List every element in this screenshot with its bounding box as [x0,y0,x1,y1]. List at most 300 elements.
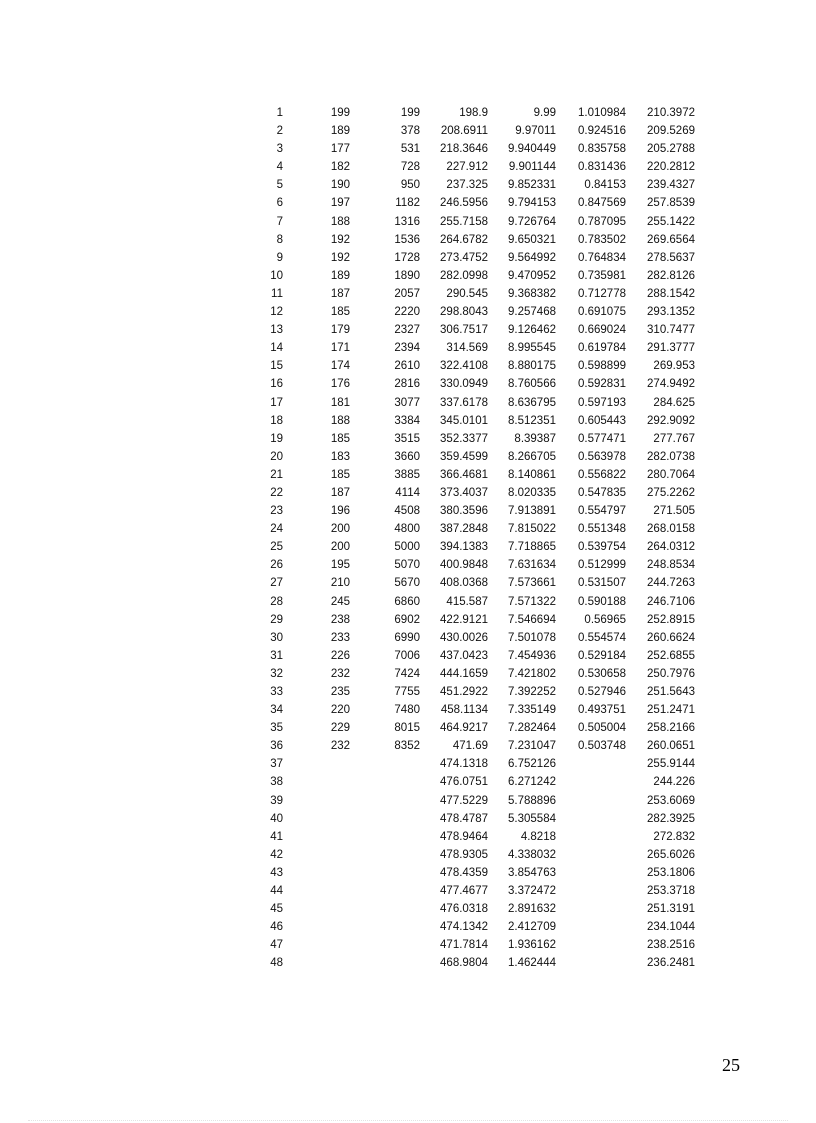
table-cell: 314.569 [446,342,488,355]
table-cell: 2327 [394,324,420,337]
table-cell: 0.847569 [578,197,626,210]
table-cell: 187 [330,486,350,499]
table-cell: 4508 [394,505,420,518]
table-cell: 9.564992 [508,251,556,264]
table-cell: 0.503748 [578,740,626,753]
table-cell [350,918,420,936]
table-cell: 3885 [394,468,420,481]
table-cell: 11 [271,287,283,300]
table-cell: 46 [270,921,283,934]
table-cell: 5000 [394,541,420,554]
table-cell: 237.325 [446,179,488,192]
table-cell: 4800 [394,523,420,536]
table-cell: 181 [330,396,350,409]
table-row [255,194,695,212]
table-cell: 208.6911 [440,125,488,138]
table-cell: 220 [330,704,350,717]
table-cell: 4.338032 [508,848,556,861]
table-cell: 478.9464 [440,830,488,843]
table-cell: 306.7517 [440,324,488,337]
table-row [255,140,695,158]
table-cell: 1182 [395,197,420,210]
table-cell: 4 [276,161,283,174]
table-cell: 3660 [394,450,420,463]
table-cell: 195 [330,559,350,572]
table-cell [283,792,350,810]
table-cell: 7.718865 [508,541,556,554]
table-row [255,719,695,737]
table-cell: 0.735981 [578,269,626,282]
table-cell: 200 [330,541,350,554]
table-cell: 2394 [394,342,420,355]
table-cell: 16 [270,378,283,391]
table-cell: 238 [330,613,350,626]
table-cell: 474.1318 [440,758,488,771]
table-row [255,267,695,285]
table-cell: 0.924516 [578,125,626,138]
table-cell: 32 [270,667,283,680]
table-cell: 188 [330,215,350,228]
table-row [255,466,695,484]
table-row [255,900,695,918]
table-cell: 250.7976 [647,667,695,680]
table-cell: 199 [330,107,350,119]
table-cell: 200 [330,523,350,536]
table-cell: 5.305584 [508,812,556,825]
table-cell: 253.1806 [647,866,695,879]
table-cell: 728 [400,161,420,174]
table-cell: 37 [270,758,283,771]
table-cell: 7.631634 [508,559,556,572]
table-cell: 0.539754 [578,541,626,554]
table-cell: 330.0949 [440,378,488,391]
table-row [255,864,695,882]
table-cell: 4114 [395,486,420,499]
table-cell [283,846,350,864]
table-cell: 1728 [394,251,420,264]
table-cell: 269.6564 [647,233,695,246]
table-cell: 48 [270,957,283,970]
table-cell: 8.266705 [508,450,556,463]
table-cell: 9.726764 [508,215,556,228]
table-cell: 226 [330,649,350,662]
table-cell: 0.554797 [578,505,626,518]
table-cell: 187 [330,287,350,300]
table-cell: 12 [270,306,283,319]
table-row [255,629,695,647]
table-cell: 45 [270,903,283,916]
table-cell: 220.2812 [647,161,695,174]
table-cell: 39 [270,794,283,807]
table-cell: 7480 [394,704,420,717]
table-cell [283,918,350,936]
table-cell: 8.760566 [508,378,556,391]
table-cell: 7.421802 [508,667,556,680]
table-cell: 188 [330,414,350,427]
table-cell [556,828,626,846]
table-cell: 282.3925 [647,812,695,825]
table-cell: 437.0423 [440,649,488,662]
table-cell: 293.1352 [647,306,695,319]
table-cell [283,864,350,882]
table-cell: 15 [270,360,283,373]
table-cell: 9.99 [533,107,556,119]
table-cell: 272.832 [653,830,695,843]
table-cell: 2.412709 [508,921,556,934]
table-cell [350,954,420,972]
table-row [255,828,695,846]
table-row [255,538,695,556]
table-cell: 264.0312 [647,541,695,554]
table-cell: 35 [270,722,283,735]
table-cell: 177 [330,143,350,156]
table-row [255,792,695,810]
table-cell: 0.551348 [578,523,626,536]
table-cell: 238.2516 [647,939,695,952]
table-row [255,158,695,176]
table-cell: 275.2262 [647,486,695,499]
table-cell: 0.554574 [578,631,626,644]
table-cell: 394.1383 [440,541,488,554]
table-cell: 22 [270,486,283,499]
table-cell: 42 [270,848,283,861]
table-cell: 1.010984 [578,107,626,119]
table-cell: 9.794153 [508,197,556,210]
table-cell: 255.7158 [440,215,488,228]
table-cell: 232 [330,740,350,753]
table-cell: 1.936162 [508,939,556,952]
table-row [255,213,695,231]
table-cell: 3384 [394,414,420,427]
table-cell: 337.6178 [440,396,488,409]
table-cell: 0.619784 [578,342,626,355]
table-cell: 7.571322 [508,595,556,608]
table-cell: 239.4327 [647,179,695,192]
table-cell: 8.880175 [508,360,556,373]
table-cell: 290.545 [446,287,488,300]
table-cell: 0.577471 [578,432,626,445]
table-cell: 189 [330,269,350,282]
table-cell: 7.282464 [508,722,556,735]
table-cell: 20 [270,450,283,463]
table-row [255,448,695,466]
table-cell: 197 [330,197,350,210]
table-cell: 189 [330,125,350,138]
table-cell: 7755 [394,686,420,698]
table-cell: 0.505004 [578,722,626,735]
table-cell: 1890 [394,269,420,282]
table-row [255,339,695,357]
table-cell: 185 [330,468,350,481]
table-row [255,593,695,611]
table-cell: 9.901144 [508,161,556,174]
table-cell: 310.7477 [647,324,695,337]
table-cell: 43 [270,866,283,879]
table-cell [283,882,350,900]
table-cell: 234.1044 [647,921,695,934]
table-cell: 282.0738 [647,450,695,463]
table-cell: 408.0368 [440,577,488,590]
table-cell [350,900,420,918]
table-cell: 248.8534 [647,559,695,572]
table-cell: 13 [270,324,283,337]
table-row [255,556,695,574]
table-cell: 2610 [394,360,420,373]
table-cell: 255.9144 [647,758,695,771]
table-cell: 478.9305 [440,848,488,861]
table-cell: 3.854763 [508,866,556,879]
table-cell: 205.2788 [647,143,695,156]
table-cell [350,846,420,864]
table-cell: 190 [330,179,350,192]
table-cell: 0.783502 [578,233,626,246]
table-cell: 8.636795 [508,396,556,409]
table-cell: 6990 [394,631,420,644]
table-row [255,357,695,375]
table-cell: 245 [330,595,350,608]
table-cell: 179 [330,324,350,337]
table-cell: 451.2922 [440,686,488,698]
table-cell: 210 [330,577,350,590]
table-cell: 7.546694 [508,613,556,626]
table-cell: 0.598899 [578,360,626,373]
table-cell: 14 [270,342,283,355]
table-cell: 1 [276,107,283,119]
table-cell: 0.691075 [578,306,626,319]
table-cell: 471.69 [452,740,488,753]
table-cell: 274.9492 [647,378,695,391]
table-cell: 0.563978 [578,450,626,463]
table-cell: 0.530658 [578,667,626,680]
table-cell: 9.470952 [508,269,556,282]
table-cell: 6860 [394,595,420,608]
table-cell: 251.2471 [647,704,695,717]
table-cell [283,755,350,773]
table-cell: 478.4359 [440,866,488,879]
table-cell: 198.9 [459,107,488,119]
table-cell: 2.891632 [508,903,556,916]
table-cell: 17 [270,396,283,409]
table-cell: 4.8218 [520,830,556,843]
table-cell: 0.831436 [578,161,626,174]
table-cell: 210.3972 [647,107,695,119]
table-cell: 40 [270,812,283,825]
table-row [255,683,695,701]
table-cell: 0.556822 [578,468,626,481]
table-row [255,574,695,592]
page-bottom-rule [28,1120,788,1121]
table-cell: 182 [330,161,350,174]
table-cell: 260.6624 [647,631,695,644]
table-cell: 23 [270,505,283,518]
table-cell: 183 [330,450,350,463]
table-cell [556,810,626,828]
table-cell: 171 [330,342,350,355]
table-cell: 251.5643 [647,686,695,698]
table-cell: 8.512351 [508,414,556,427]
table-row [255,611,695,629]
table-cell: 0.527946 [578,686,626,698]
table-cell: 3.372472 [508,885,556,898]
table-cell: 7.501078 [508,631,556,644]
table-row [255,701,695,719]
table-cell: 282.0998 [440,269,488,282]
table-row [255,755,695,773]
table-row [255,285,695,303]
table-cell: 26 [270,559,283,572]
table-row [255,176,695,194]
table-cell: 255.1422 [647,215,695,228]
table-cell: 8015 [394,722,420,735]
table-row [255,846,695,864]
table-cell [350,936,420,954]
table-cell: 474.1342 [440,921,488,934]
table-cell: 30 [270,631,283,644]
table-cell: 458.1134 [440,704,488,717]
table-cell: 415.587 [446,595,488,608]
table-cell: 288.1542 [647,287,695,300]
table-cell: 0.84153 [584,179,626,192]
table-cell: 257.8539 [647,197,695,210]
table-cell: 468.9804 [440,957,488,970]
table-cell: 5 [276,179,283,192]
table-cell [556,864,626,882]
table-cell: 284.625 [653,396,695,409]
table-row [255,484,695,502]
table-cell: 252.6855 [647,649,695,662]
table-cell [283,900,350,918]
table-cell: 0.590188 [578,595,626,608]
table-row [255,104,695,122]
table-cell: 253.3718 [647,885,695,898]
table-cell: 229 [330,722,350,735]
table-cell: 422.9121 [440,613,488,626]
table-cell: 7.392252 [508,686,556,698]
table-cell: 292.9092 [647,414,695,427]
table-cell: 196 [330,505,350,518]
table-cell: 264.6782 [440,233,488,246]
table-cell: 0.547835 [578,486,626,499]
table-cell: 9.852331 [508,179,556,192]
table-cell: 277.767 [653,432,695,445]
table-cell [283,954,350,972]
table-cell: 9.97011 [515,125,556,138]
table-cell: 378 [400,125,420,138]
table-cell [350,828,420,846]
table-cell: 174 [330,360,350,373]
table-cell: 176 [330,378,350,391]
table-cell [283,773,350,791]
table-cell: 47 [270,939,283,952]
table-cell: 246.7106 [647,595,695,608]
table-cell: 478.4787 [440,812,488,825]
table-cell: 400.9848 [440,559,488,572]
table-cell: 260.0651 [647,740,695,753]
table-row [255,954,695,972]
table-cell: 185 [330,306,350,319]
table-cell: 0.529184 [578,649,626,662]
table-cell: 1316 [394,215,420,228]
table-row [255,122,695,140]
table-cell: 232 [330,667,350,680]
table-cell: 430.0026 [440,631,488,644]
table-cell: 7.573661 [508,577,556,590]
table-cell [556,882,626,900]
table-cell: 950 [400,179,420,192]
table-cell: 44 [270,885,283,898]
table-row [255,520,695,538]
table-cell: 280.7064 [647,468,695,481]
table-cell: 185 [330,432,350,445]
table-cell: 0.669024 [578,324,626,337]
table-row [255,936,695,954]
table-cell: 252.8915 [647,613,695,626]
table-cell [350,810,420,828]
table-cell [350,755,420,773]
table-cell: 31 [270,649,283,662]
table-cell: 0.787095 [578,215,626,228]
table-cell: 34 [270,704,283,717]
table-cell: 28 [270,595,283,608]
table-cell: 8.140861 [508,468,556,481]
table-cell: 0.835758 [578,143,626,156]
table-cell: 366.4681 [440,468,488,481]
table-cell: 477.4677 [440,885,488,898]
table-row [255,737,695,755]
table-cell: 9.257468 [508,306,556,319]
table-cell: 25 [270,541,283,554]
table-cell: 476.0751 [440,776,488,789]
table-cell: 6902 [394,613,420,626]
table-row [255,810,695,828]
table-cell [283,936,350,954]
table-cell [556,954,626,972]
table-cell [556,773,626,791]
data-table [255,104,695,973]
table-cell: 444.1659 [440,667,488,680]
table-cell: 7.454936 [508,649,556,662]
table-cell [556,755,626,773]
table-cell: 19 [270,432,283,445]
table-cell: 359.4599 [440,450,488,463]
table-row [255,430,695,448]
table-cell: 251.3191 [647,903,695,916]
table-cell: 0.605443 [578,414,626,427]
table-row [255,231,695,249]
table-cell: 8352 [394,740,420,753]
table-cell: 7.231047 [508,740,556,753]
page-number: 25 [722,1055,740,1075]
table-cell [556,900,626,918]
table-cell: 38 [270,776,283,789]
table-cell: 380.3596 [440,505,488,518]
table-cell: 2057 [394,287,420,300]
table-cell: 27 [270,577,283,590]
table-cell: 1.462444 [508,957,556,970]
table-cell [350,773,420,791]
table-cell: 2 [276,125,283,138]
table-cell: 236.2481 [647,957,695,970]
table-cell: 2220 [394,306,420,319]
table-cell: 7006 [394,649,420,662]
table-cell: 268.0158 [647,523,695,536]
table-cell: 0.592831 [578,378,626,391]
table-cell: 322.4108 [440,360,488,373]
table-cell: 244.226 [653,776,695,789]
table-cell: 9.126462 [508,324,556,337]
table-row [255,773,695,791]
table-cell: 464.9217 [440,722,488,735]
